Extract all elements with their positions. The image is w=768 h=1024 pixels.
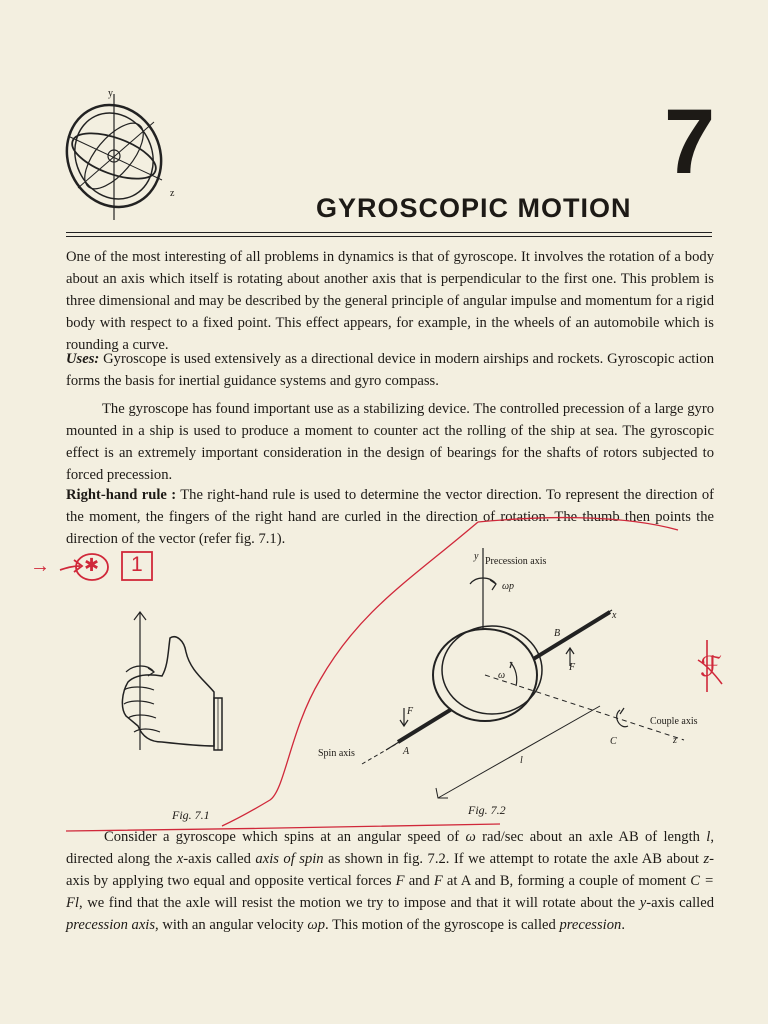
annotation-arrow: →	[30, 555, 50, 577]
uses-label: Uses:	[66, 351, 100, 367]
fig-7-1-hand-drawing	[110, 612, 250, 762]
fig-label-F-top: F	[569, 662, 576, 673]
fig-label-C: C	[610, 736, 617, 747]
p5-text-11: , with an angular velocity	[155, 917, 308, 933]
header-gyro-y-label: y	[108, 88, 113, 99]
p5-x: x	[176, 851, 184, 867]
p5-text-7: and	[404, 873, 434, 889]
fig-label-y: y	[474, 551, 479, 562]
fig-label-couple-axis: Couple axis	[650, 716, 698, 727]
chapter-title: GYROSCOPIC MOTION	[316, 193, 632, 223]
p5-z: z	[703, 851, 710, 867]
rhr-label: Right-hand rule :	[66, 487, 177, 503]
p5-text-4: -axis called	[183, 851, 256, 867]
annotation-margin-mark: ℱ	[700, 652, 723, 683]
p5-F2: F	[433, 873, 443, 889]
fig-label-spin-axis: Spin axis	[318, 748, 355, 759]
annotation-star: ✱	[84, 555, 100, 575]
p5-text-8: at A and B, forming a couple of moment	[442, 873, 691, 889]
p5-omega: ω	[465, 829, 476, 845]
p5-text-13: .	[621, 917, 625, 933]
fig-label-A: A	[403, 746, 410, 757]
p5-y: y	[639, 895, 647, 911]
p5-text-10: -axis called	[646, 895, 714, 911]
fig-label-x: x	[612, 610, 617, 621]
fig-label-l: l	[520, 755, 523, 766]
fig-label-z: z	[673, 735, 677, 746]
annotation-box-number: 1	[131, 553, 143, 576]
p5-precession-axis: precession axis	[66, 917, 156, 933]
p5-text-2: rad/sec about an axle AB of length	[475, 829, 707, 845]
p5-text-6: -axis by applying two equal and opposite vertical forces	[66, 851, 714, 889]
p5-text-9: , we find that the axle will resist the motion we try to impose and that it will rotate about the	[78, 895, 640, 911]
p5-text-5: as shown in fig. 7.2. If we attempt to rotate the axle AB about	[323, 851, 704, 867]
p5-l: l	[706, 829, 711, 845]
stabilizing-text: The gyroscope has found important use as a stabilizing device. The controlled precession of a large gyro mounted in a ship is used to produce a moment to counter act the rolling of the ship at sea. The gyroscopic effect is an extremely important consideration in the design of bearings for the shafts of rotors subjected to forced precession.	[66, 401, 714, 483]
p5-omega-p: ωp	[307, 917, 326, 933]
header-gyro-z-label: z	[170, 188, 175, 199]
p5-text-12: . This motion of the gyroscope is called	[325, 917, 560, 933]
chapter-number: 7	[664, 91, 716, 193]
fig-7-2-caption: Fig. 7.2	[468, 803, 506, 817]
uses-text: Gyroscope is used extensively as a directional device in modern airships and rockets. Gyroscopic action forms the basis for inertial guidance systems and gyro compass.	[66, 351, 714, 389]
p5-equation: C = Fl	[66, 873, 714, 911]
fig-label-omega: ω	[498, 670, 506, 681]
rhr-text: The right-hand rule is used to determine the vector direction. To represent the direction of the moment, the fingers of the right hand are curled in the direction of rotation. The thumb then points the direction of the vector (refer fig. 7.1).	[66, 487, 714, 547]
fig-label-omega-p: ωp	[502, 581, 515, 592]
p5-F1: F	[395, 873, 405, 889]
p5-text-3: , directed along the	[66, 829, 714, 867]
intro-paragraph: One of the most interesting of all problems in dynamics is that of gyroscope. It involves the rotation of a body about an axis which itself is rotating about another axis that is perpendicular to the first one. This problem is three dimensional and may be described by the general principle of angular impulse and momentum for a rigid body with respect to a fixed point. This effect appears, for example, in the wheels of an automobile which is rounding a curve.	[66, 249, 714, 353]
p5-text-1: Consider a gyroscope which spins at an angular speed of	[104, 829, 466, 845]
fig-7-1-caption: Fig. 7.1	[172, 808, 210, 822]
fig-label-precession-axis: Precession axis	[485, 556, 547, 567]
p5-axis-of-spin: axis of spin	[255, 851, 324, 867]
fig-label-F-bottom: F	[407, 706, 414, 717]
gyroscope-explanation-paragraph	[66, 826, 714, 936]
fig-7-2-gyroscope-diagram	[320, 540, 723, 810]
p5-precession: precession	[559, 917, 622, 933]
fig-label-B: B	[554, 628, 561, 639]
